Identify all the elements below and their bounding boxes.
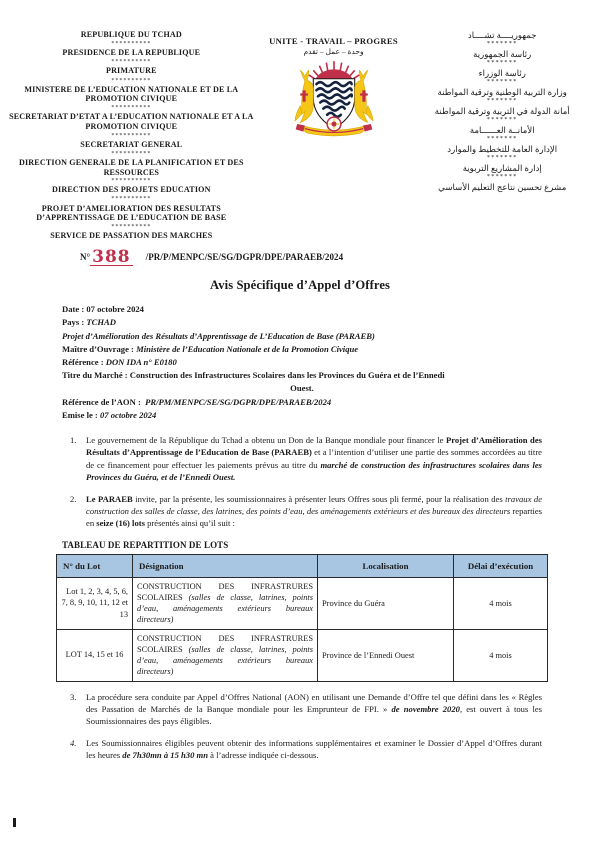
header-line-projet-amelioration: PROJET D’AMELIORATION DES RESULTATS D’APPRENTISSAGE DE L’EDUCATION DE BASE: [36, 203, 227, 223]
meta-reference-aon: [62, 396, 542, 408]
table-row: [57, 577, 548, 629]
header-ar-republique: جمهوريــــة تشــــاد: [467, 30, 537, 40]
clause-4-bolditalic: de 7h30mn à 15 h30 mn: [122, 750, 208, 761]
meta-date-value: 07 octobre 2024: [86, 304, 144, 315]
meta-ref-aon-label: Référence de l’AON :: [62, 396, 141, 407]
clause-2-number: 2.: [70, 493, 77, 504]
clause-3-part-a: La procédure sera conduite par Appel d’Offres National (AON) en utilisant une Demande d’Offre tel que défini dans les « Règles des Passation de Marchés de la Banque mondiale pour les Emprunteur de FPI. »: [86, 691, 542, 714]
header-ar-secretariat-general: الأمانــة العــــــامة: [469, 124, 535, 135]
lots-distribution-table: [56, 554, 548, 682]
header-separator: **********: [111, 132, 152, 139]
clause-3-part-b: , est ouvert à tous les Soumissionnaires des pays éligibles.: [86, 703, 542, 726]
cell-localisation: Province du Guéra: [318, 577, 454, 629]
clause-1-text: [86, 434, 542, 483]
header-french-column: [8, 30, 255, 241]
header-separator: **********: [111, 59, 152, 66]
header-separator: **********: [111, 178, 152, 185]
header-separator: **********: [111, 223, 152, 230]
clause-2-italic: travaux de construction des salles de classe, des latrines, des points d’eau, des aménagements extérieurs et des bureaux des directeurs: [86, 493, 543, 517]
table-row: [57, 629, 548, 681]
header-ar-direction-generale: الإدارة العامة للتخطيط والموارد: [447, 143, 558, 154]
clause-3-text: [86, 691, 542, 728]
header-ar-separator: *******: [486, 173, 518, 180]
page-corner-mark: [13, 818, 16, 827]
chad-coat-of-arms-emblem: [288, 58, 380, 144]
clause-4-part-b: à l’adresse indiquée ci-dessous.: [208, 750, 319, 761]
clause-item-3: [62, 691, 542, 728]
clause-3-bolditalic: de novembre 2020: [391, 703, 460, 714]
document-meta: [62, 303, 542, 421]
meta-titre-marche-value2: Ouest.: [290, 383, 314, 394]
reference-number-line: [80, 247, 600, 268]
clause-3-number: 3.: [70, 691, 77, 702]
cell-delai: 4 mois: [454, 629, 548, 681]
meta-reference-label: Référence :: [62, 357, 104, 368]
meta-projet-value: Projet d’Amélioration des Résultats d’Apprentissage de L’Education de Base (PARAEB): [62, 330, 375, 341]
meta-projet: [62, 330, 542, 342]
meta-emise: [62, 409, 542, 421]
header-separator: **********: [111, 150, 152, 157]
table-caption: TABLEAU DE REPARTITION DE LOTS: [62, 539, 229, 550]
column-header-lot-number: N° du Lot: [57, 554, 133, 577]
header-ar-projet: مشرع تحسين نتاعج التعليم الأساسي: [438, 181, 567, 192]
header-ar-separator: *******: [486, 79, 518, 86]
meta-emise-value: 07 octobre 2024: [99, 409, 157, 420]
handwritten-number: 388: [92, 247, 131, 268]
motto-french: UNITE - TRAVAIL – PROGRES: [269, 36, 398, 46]
header-line-ministere: MINISTERE DE L’EDUCATION NATIONALE ET DE LA PROMOTION CIVIQUE: [24, 84, 239, 104]
clause-4-text: [86, 737, 542, 761]
cell-lot-number: LOT 14, 15 et 16: [57, 629, 133, 681]
meta-ref-aon-value: PR/PM/MENPC/SE/SG/DGPR/DPE/PARAEB/2024: [145, 396, 332, 407]
clause-2-part-c: présentés ainsi qu’il suit :: [144, 518, 235, 529]
meta-pays-label: Pays :: [62, 317, 85, 328]
clause-2-bold: Le PARAEB: [86, 493, 133, 504]
table-header-row: [57, 554, 548, 577]
header-ar-separator: *******: [486, 136, 518, 143]
header-center-column: [255, 30, 413, 144]
clause-2-part-b: reparties en: [86, 506, 543, 529]
header-ar-direction-projets: إدارة المشاريع التربوية: [462, 162, 542, 173]
meta-date-label: Date :: [62, 304, 85, 315]
clause-1-part-b: et a l’intention d’utiliser une partie des sommes accordées au titre de ce financement pour effectuer les paiements prévus au titre du: [86, 447, 542, 470]
meta-maitre-ouvrage: [62, 343, 542, 355]
cell-designation-detail: (salles de classe, latrines, points d’eau, aménagements extérieurs bureaux directeurs): [137, 644, 313, 677]
header-line-presidence: PRESIDENCE DE LA REPUBLIQUE: [62, 48, 201, 58]
header-ar-separator: *******: [486, 41, 518, 48]
header-line-direction-projets: DIRECTION DES PROJETS EDUCATION: [52, 185, 211, 195]
header-ar-separator: *******: [486, 117, 518, 124]
header-line-republique: REPUBLIQUE DU TCHAD: [80, 30, 182, 39]
header-ar-separator: *******: [486, 98, 518, 105]
header-separator: **********: [111, 196, 152, 203]
column-header-localisation: Localisation: [318, 554, 454, 577]
header-ar-separator: *******: [486, 154, 518, 161]
clause-item-1: [62, 434, 542, 483]
meta-maitre-value: Ministère de l’Education Nationale et de la Promotion Civique: [136, 343, 359, 354]
meta-date: [62, 303, 542, 315]
header-line-primature: PRIMATURE: [105, 66, 157, 76]
clauses-bottom: [62, 691, 542, 762]
header-separator: **********: [111, 77, 152, 84]
clause-4-part-a: Les Soumissionnaires éligibles peuvent obtenir des informations supplémentaires et examiner le Dossier d’Appel d’Offres durant les heures: [86, 738, 542, 761]
meta-reference: [62, 356, 542, 368]
header-line-secretariat-etat: SECRETARIAT D’ETAT A L’EDUCATION NATIONALE ET A LA PROMOTION CIVIQUE: [9, 112, 254, 131]
meta-maitre-label: Maître d’Ouvrage :: [62, 343, 134, 354]
header-separator: **********: [111, 105, 152, 112]
clause-1-bold: Projet d’Amélioration des Résultats d’Apprentissage de l’Education de Base (PARAEB): [86, 435, 542, 458]
meta-pays-value: TCHAD: [86, 317, 116, 328]
cell-designation-detail: (salles de classe, latrines, points d’eau, aménagements extérieurs bureaux directeurs): [137, 592, 313, 625]
cell-lot-number: Lot 1, 2, 3, 4, 5, 6, 7, 8, 9, 10, 11, 12 et 13: [57, 577, 133, 629]
meta-titre-marche-label: Titre du Marché :: [62, 370, 128, 381]
clause-4-number: 4.: [70, 738, 77, 749]
cell-designation-main: CONSTRUCTION DES INFRASTRURES SCOLAIRES: [137, 633, 313, 654]
meta-titre-marche-value: Construction des Infrastructures Scolaires dans les Provinces du Guéra et de l’Ennedi: [129, 370, 445, 381]
header-ar-presidence: رئاسة الجمهورية: [473, 48, 532, 59]
reference-suffix: /PR/P/MENPC/SE/SG/DGPR/DPE/PARAEB/2024: [145, 252, 344, 263]
header-ar-separator: *******: [486, 60, 518, 67]
header-ar-primature: رئاسة الوزراء: [478, 67, 526, 78]
header-line-service-passation: SERVICE DE PASSATION DES MARCHES: [50, 231, 213, 241]
cell-designation: [133, 629, 318, 681]
page-title: Avis Spécifique d’Appel d’Offres: [209, 278, 391, 293]
clause-2-bold2: seize (16) lots: [96, 518, 145, 529]
cell-designation-main: CONSTRUCTION DES INFRASTRURES SCOLAIRES: [137, 581, 313, 602]
meta-emise-label: Emise le :: [62, 409, 98, 420]
clause-1-bolditalic: marché de construction des infrastructures scolaires dans les Provinces du Guéra, et de l’Ennedi Ouest.: [86, 459, 543, 482]
cell-designation: [133, 577, 318, 629]
header-ar-ministere: وزارة التربية الوطنية وترقية المواطنة: [437, 86, 567, 97]
header-separator: **********: [111, 41, 152, 48]
column-header-designation: Désignation: [133, 554, 318, 577]
clause-item-4: [62, 737, 542, 761]
clause-2-part-a: invite, par la présente, les soumissionnaires à présenter leurs Offres sous pli fermé, pour la réalisation des: [132, 493, 506, 504]
column-header-delai: Délai d’exécution: [454, 554, 548, 577]
clauses-top: [62, 434, 542, 529]
meta-titre-marche-cont: [62, 382, 542, 394]
meta-pays: [62, 316, 542, 328]
clause-1-part-a: Le gouvernement de la République du Tchad a obtenu un Don de la Banque mondiale pour financer le: [86, 435, 446, 446]
header-arabic-column: [412, 30, 592, 193]
meta-reference-value: DON IDA n° E0180: [105, 357, 177, 368]
header-line-secretariat-general: SECRETARIAT GENERAL: [80, 139, 183, 149]
clause-2-text: [86, 493, 542, 530]
meta-titre-marche: [62, 369, 542, 381]
reference-prefix: N°: [80, 252, 91, 263]
cell-delai: 4 mois: [454, 577, 548, 629]
document-header: [0, 0, 600, 241]
header-line-direction-generale: DIRECTION GENERALE DE LA PLANIFICATION ET DES RESSOURCES: [19, 157, 244, 177]
header-ar-secretariat-etat: أمانة الدولة في التربية وترقية المواطنة: [434, 105, 570, 116]
clause-item-2: [62, 493, 542, 530]
clause-1-number: 1.: [70, 435, 77, 446]
motto-arabic: وحدة – عمل – تقدم: [303, 47, 364, 56]
cell-localisation: Province de l’Ennedi Ouest: [318, 629, 454, 681]
